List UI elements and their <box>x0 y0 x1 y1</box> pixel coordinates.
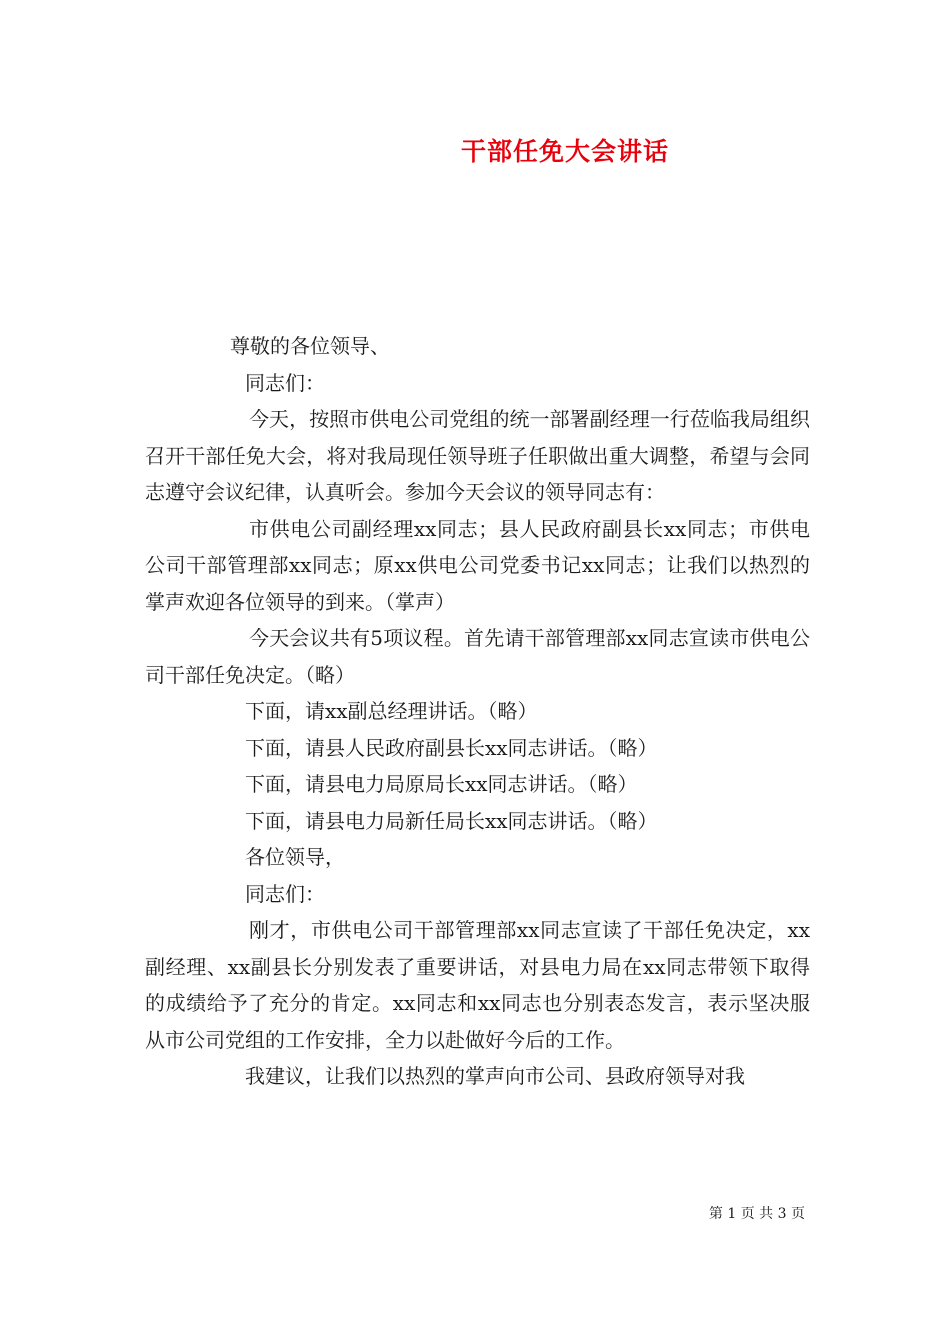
document-body <box>145 328 810 1095</box>
paragraph-6: 下面，请xx副总经理讲话。（略） <box>245 699 538 723</box>
page-footer: 第 1 页 共 3 页 <box>708 1206 805 1222</box>
paragraph-11: 同志们： <box>245 881 325 906</box>
paragraph-13: 我建议，让我们以热烈的掌声向市公司、县政府领导对我 <box>245 1064 745 1088</box>
paragraph-2: 同志们： <box>245 370 325 395</box>
document-title: 干部任免大会讲话 <box>460 137 669 166</box>
paragraph-4: 市供电公司副经理xx同志；县人民政府副县长xx同志；市供电公司干部管理部xx同志；原xx供电公司党委书记xx同志；让我们以热烈的掌声欢迎各位领导的到来。（掌声） <box>145 516 810 614</box>
paragraph-10: 各位领导， <box>245 845 345 869</box>
paragraph-9: 下面，请县电力局新任局长xx同志讲话。（略） <box>245 808 658 833</box>
paragraph-8: 下面，请县电力局原局长xx同志讲话。（略） <box>245 772 638 796</box>
paragraph-3: 今天，按照市供电公司党组的统一部署副经理一行莅临我局组织召开干部任免大会，将对我局现任领导班子任职做出重大调整，希望与会同志遵守会议纪律，认真听会。参加今天会议的领导同志有： <box>145 407 810 504</box>
paragraph-12: 刚才，市供电公司干部管理部xx同志宣读了干部任免决定，xx副经理、xx副县长分别发表了重要讲话，对县电力局在xx同志带领下取得的成绩给予了充分的肯定。xx同志和xx同志也分别表态发言，表示坚决服从市公司党组的工作安排，全力以赴做好今后的工作。 <box>145 918 810 1052</box>
paragraph-7: 下面，请县人民政府副县长xx同志讲话。（略） <box>245 735 658 760</box>
paragraph-5: 今天会议共有5项议程。首先请干部管理部xx同志宣读市供电公司干部任免决定。（略） <box>145 626 810 687</box>
paragraph-1: 尊敬的各位领导、 <box>230 334 390 358</box>
